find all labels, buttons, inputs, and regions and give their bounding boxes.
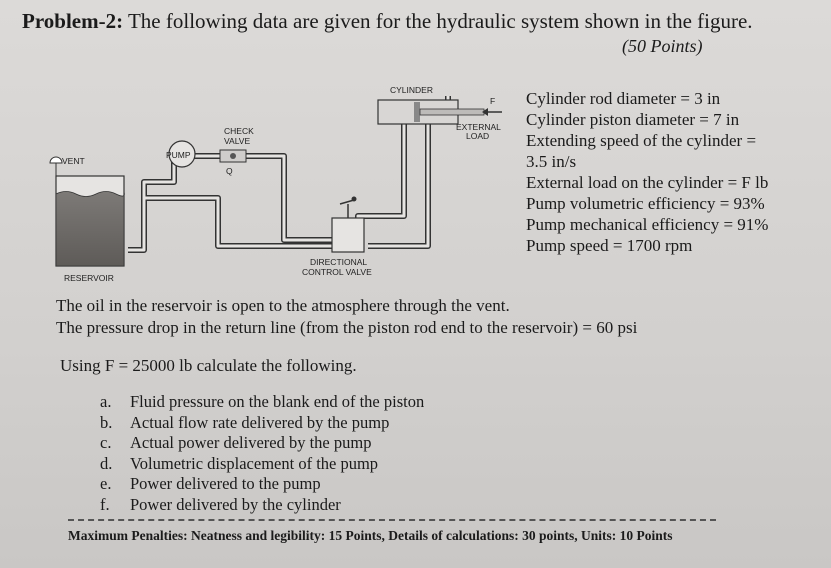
external-load-arrow-icon (482, 108, 502, 116)
penalty-note: Maximum Penalties: Neatness and legibility: 15 Points, Details of calculations: 30 points, Units: 10 Points (68, 528, 673, 543)
check-valve-label-line2: VALVE (224, 136, 251, 146)
task-list (100, 392, 424, 515)
vent-label: VENT (62, 156, 85, 166)
given-rod-diameter: Cylinder rod diameter = 3 in (526, 89, 721, 108)
check-valve-icon (220, 150, 246, 162)
list-item: c. Actual power delivered by the pump (100, 433, 372, 452)
flow-symbol: Q (226, 166, 233, 176)
given-piston-diameter: Cylinder piston diameter = 7 in (526, 110, 740, 129)
given-data-list (526, 88, 826, 256)
given-volumetric-efficiency: Pump volumetric efficiency = 93% (526, 194, 765, 213)
dcv-label-line1: DIRECTIONAL (310, 257, 368, 267)
cylinder-icon (378, 100, 484, 124)
problem-statement: The following data are given for the hydraulic system shown in the figure. (123, 9, 753, 33)
using-instruction: Using F = 25000 lb calculate the following. (60, 356, 357, 375)
given-extending-speed-label: Extending speed of the cylinder = (526, 131, 757, 150)
list-item: a. Fluid pressure on the blank end of the piston (100, 392, 425, 411)
list-item: e. Power delivered to the pump (100, 474, 321, 493)
directional-control-valve-icon (332, 197, 364, 253)
list-item: d. Volumetric displacement of the pump (100, 453, 379, 473)
external-load-label-line1: EXTERNAL (456, 122, 501, 132)
given-external-load: External load on the cylinder = F lb (526, 173, 769, 192)
vent-paragraph: The oil in the reservoir is open to the atmosphere through the vent. (56, 296, 510, 315)
divider (68, 519, 716, 521)
list-item: f. Power delivered by the cylinder (100, 494, 341, 514)
check-valve-label-line1: CHECK (224, 126, 254, 136)
vent-icon (50, 157, 62, 176)
given-extending-speed-value: 3.5 in/s (526, 152, 577, 171)
hydraulic-system-diagram (48, 78, 518, 290)
problem-title (22, 8, 822, 34)
given-pump-speed: Pump speed = 1700 rpm (526, 236, 693, 255)
given-mechanical-efficiency: Pump mechanical efficiency = 91% (526, 215, 769, 234)
list-item: b. Actual flow rate delivered by the pump (100, 412, 390, 432)
pressure-drop-paragraph: The pressure drop in the return line (from the piston rod end to the reservoir) = 60 psi (56, 318, 638, 337)
reservoir (56, 176, 124, 266)
points-label: (50 Points) (622, 36, 703, 56)
reservoir-label: RESERVOIR (64, 273, 114, 283)
cylinder-label: CYLINDER (390, 85, 433, 95)
external-load-label-line2: LOAD (466, 131, 490, 141)
dcv-label-line2: CONTROL VALVE (302, 267, 372, 277)
force-symbol: F (490, 96, 496, 106)
pump-label: PUMP (166, 150, 191, 160)
problem-number: Problem-2: (22, 9, 124, 33)
